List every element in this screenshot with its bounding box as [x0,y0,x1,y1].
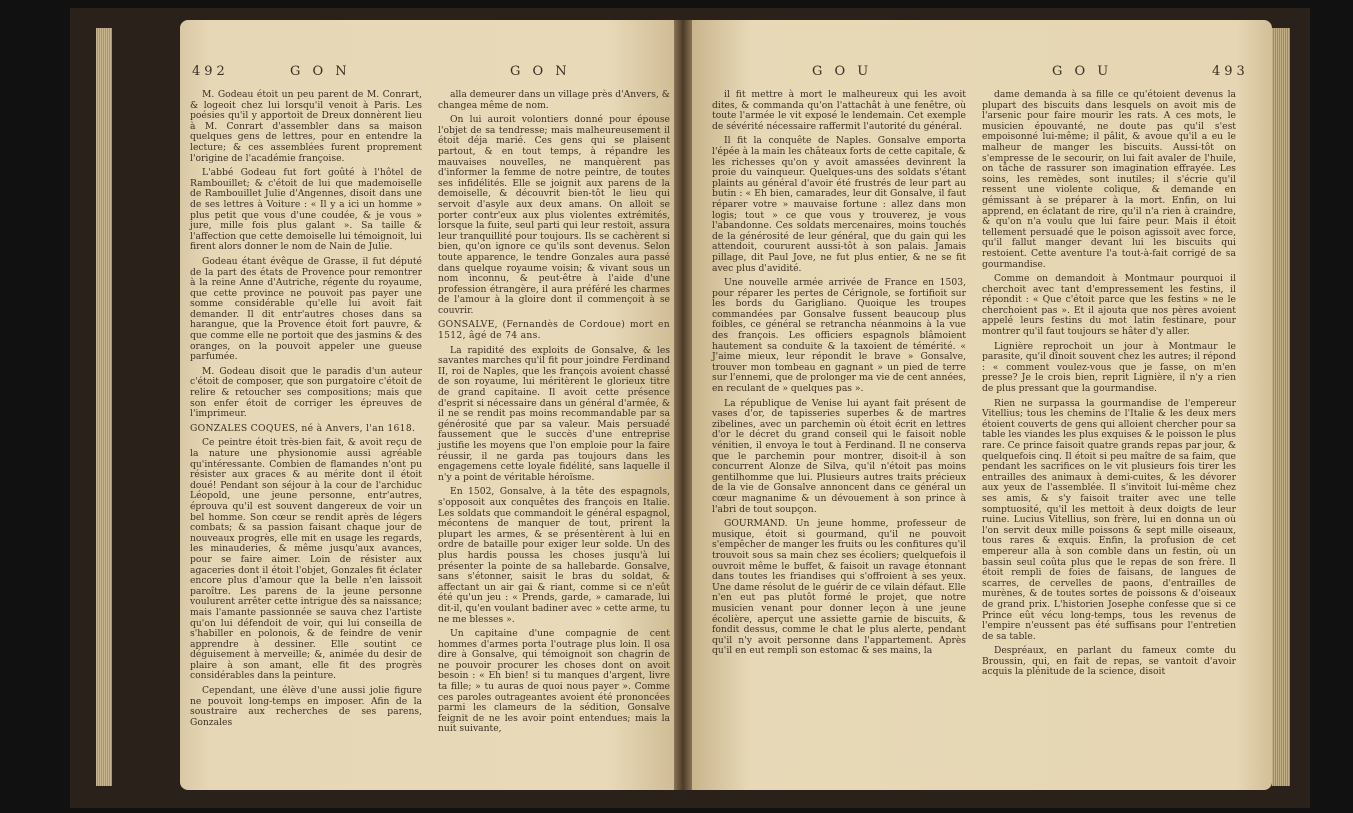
paragraph: Lignière reprochoit un jour à Montmaur le parasite, qu'il dînoit souvent chez les autres; il répond : « comment voulez-vous que je fasse, on m'en presse? Je le crois bien, reprit Lignière, il n'y a rien de plus pressant que la gourmandise. [982,340,1236,395]
paragraph: Godeau étant évêque de Grasse, il fut député de la part des états de Provence pour remontrer à la reine Anne d'Autriche, régente du royaume, que cette province ne pouvoit pas payer une somme considérable qu'elle lui avoit fait demander. Il dit entr'autres choses dans sa harangue, que la Provence étoit fort pauvre, & que comme elle ne portoit que des jasmins & des oranges, on la pouvoit appeler une gueuse parfumée. [190,255,422,363]
running-head-left: G O U [812,64,873,79]
paragraph: GOURMAND. Un jeune homme, professeur de musique, étoit si gourmand, qu'il ne pouvoit s'empêcher de manger les fruits ou les confitures qu'il trouvoit sous sa main chez ses écoliers; quelquefois il ouvroit même le buffet, & faisoit un ravage étonnant dans toutes les friandises qui s'offroient à ses yeux. Une dame résolut de le guérir de ce vilain défaut. Elle n'en eut pas plutôt formé le projet, que notre musicien venant pour donner leçon à une jeune écolière, aperçut une assiette garnie de biscuits, & fondit dessus, comme le chat le plus alerte, pendant qu'il n'y avoit personne dans l'appartement. Après qu'il en eut rempli son estomac & ses mains, la [712,518,966,657]
left-page-edges [96,28,112,786]
paragraph: Rien ne surpassa la gourmandise de l'empereur Vitellius; tous les chemins de l'Italie & les deux mers étoient couverts de gens qui alloient chercher pour sa table les viandes les plus exquises & le poisson le plus rare. Ce prince faisoit quatre grands repas par jour, & quelquefois cinq. Il étoit si peu maître de sa faim, que pendant les sacrifices on le vit plusieurs fois tirer les entrailles des animaux à demi-cuites, & les dévorer aux yeux de l'assemblée. Il s'invitoit lui-même chez ses amis, & s'y faisoit traiter avec une telle somptuosité, qu'il les mettoit à deux doigts de leur ruine. Lucius Vitellius, son frère, lui en donna un où l'on servit deux mille poissons & sept mille oiseaux, tous rares & exquis. Enfin, la profusion de cet empereur alla à son comble dans un festin, où un bassin seul coûta plus que le repas de son frère. Il étoit rempli de foies de faisans, de langues de scarres, de cervelles de paons, d'entrailles de murènes, & de toutes sortes de poissons & d'oiseaux de grand prix. L'historien Josephe confesse que si ce Prince eût vécu long-temps, tous les revenus de l'empire n'eussent pas été suffisans pour l'entretien de sa table. [982,397,1236,642]
paragraph: La rapidité des exploits de Gonsalve, & les savantes marches qu'il fit pour joindre Ferdinand II, roi de Naples, que les françois avoient chassé de son royaume, lui méritèrent le glorieux titre de grand capitaine. Il avoit cette présence d'esprit si nécessaire dans un général d'armée, & il ne se rendit pas moins recommandable par sa générosité que par sa valeur. Mais persuadé faussement que le succès d'une entreprise justifie les moyens que l'on emploie pour la faire réussir, il ne garda pas toujours dans les engagemens cette loyale fidélité, sans laquelle il n'y a point de véritable héroïsme. [438,344,670,483]
paragraph: Il fit la conquête de Naples. Gonsalve emporta l'épée à la main les châteaux forts de cette capitale, & les richesses qu'on y avoit amassées devinrent la proie du vainqueur. Quelques-uns des soldats s'étant plaints au général d'avoir été frustrés de leur part au butin : « Eh bien, camarades, leur dit Gonsalve, il faut réparer votre » mauvaise fortune : allez dans mon logis; tout » ce que vous y trouverez, je vous l'abandonne. Ces soldats mercenaires, moins touchés de la générosité de leur général, que du gain qui les attendoit, coururent aussi-tôt à son palais. Jamais pillage, dit Paul Jove, ne fut plus entier, & ne se fit avec plus d'avidité. [712,135,966,274]
paragraph: M. Godeau étoit un peu parent de M. Conrart, & logeoit chez lui lorsqu'il venoit à Paris. Les poésies qu'il y apportoit de Dreux donnèrent lieu à M. Conrart d'assembler dans sa maison quelques gens de lettres, pour en entendre la lecture; & ces assemblées furent proprement l'origine de l'académie françoise. [190,89,422,164]
paragraph: On lui auroit volontiers donné pour épouse l'objet de sa tendresse; mais malheureusement il étoit déja marié. Ces gens qui se plaisent partout, & en tout temps, à répandre les mauvaises nouvelles, ne manquèrent pas d'informer la femme de notre peintre, de toutes ses infidélités. Elle se joignit aux parens de la demoiselle, & découvrit bien-tôt le lieu qui servoit d'asyle aux deux amans. On alloit se porter contr'eux aux plus violentes extrémités, lorsque la fuite, seul parti qui leur restoit, assura leur tranquillité pour toujours. Ils se cachèrent si bien, qu'on ignore ce qu'ils sont devenus. Selon toute apparence, le tendre Gonzales aura passé dans quelque royaume voisin; & vivant sous un nom inconnu, & peut-être à l'aide d'une profession étrangère, il aura préféré les charmes de l'amour à la gloire dont il commençoit à se couvrir. [438,114,670,316]
right-column-1 [712,90,966,661]
paragraph: M. Godeau disoit que le paradis d'un auteur c'étoit de composer, que son purgatoire c'étoit de relire & retoucher ses compositions; mais que son enfer étoit de corriger les épreuves de l'imprimeur. [190,365,422,420]
paragraph: L'abbé Godeau fut fort goûté à l'hôtel de Rambouillet; & c'étoit de lui que mademoiselle de Rambouillet Julie d'Angennes, disoit dans une de ses lettres à Voiture : « Il y a ici un homme » plus petit que vous d'une coudée, & je vous » jure, mille fois plus galant ». Sa taille & l'affection que cette demoiselle lui témoignoit, lui firent alors donner le nom de Nain de Julie. [190,167,422,253]
paragraph: Un capitaine d'une compagnie de cent hommes d'armes porta l'outrage plus loin. Il osa dire à Gonsalve, qui témoignoit son chagrin de ne pouvoir procurer les choses dont on avoit besoin : « Eh bien! si tu manques d'argent, livre ta fille; » tu auras de quoi nous payer ». Comme ces paroles outrageantes avoient été prononcées parmi les clameurs de la sédition, Gonsalve feignit de ne les avoir point entendues; mais la nuit suivante, [438,628,670,735]
entry-heading: GONSALVE, (Fernandès de Cordoue) mort en 1512, âgé de 74 ans. [438,319,670,342]
left-column-1 [190,90,422,732]
left-column-2 [438,90,670,739]
book-gutter [674,20,692,790]
left-page [180,20,682,790]
paragraph: alla demeurer dans un village près d'Anvers, & changea même de nom. [438,89,670,111]
right-page [692,20,1272,790]
running-head-left: G O N [290,64,351,79]
paragraph: Comme on demandoit à Montmaur pourquoi il cherchoit avec tant d'empressement les festins, il répondit : « Que c'étoit parce que les festins » ne le cherchoient pas ». Et il ajouta que nos pères avoient appelé leurs festins du mot latin festinare, pour montrer qu'il faut toujours se hâter d'y aller. [982,273,1236,338]
paragraph: La république de Venise lui ayant fait présent de vases d'or, de tapisseries superbes & de martres zibelines, avec un parchemin où étoit écrit en lettres d'or le décret du grand conseil qui le faisoit noble vénitien, il envoya le tout à Ferdinand. Il ne conserva que le parchemin pour montrer, disoit-il à son concurrent Alonze de Silva, qu'il n'étoit pas moins gentilhomme que lui. Plusieurs autres traits précieux de la vie de Gonsalve annoncent dans ce général un cœur magnanime & un dévouement à son prince à l'abri de tout soupçon. [712,397,966,515]
paragraph: dame demanda à sa fille ce qu'étoient devenus la plupart des biscuits dans lesquels on avoit mis de l'arsenic pour faire mourir les rats. A ces mots, le musicien épouvanté, ne doute pas qu'il s'est empoisonné lui-même; il pâlit, & avoue qu'il a eu le malheur de manger les biscuits. Aussi-tôt on s'empresse de le secourir, on lui fait avaler de l'huile, on tâche de rassurer son imagination effrayée. Les soins, les remèdes, sont inutiles; il s'écrie qu'il ressent une violente colique, & demande en gémissant à se préparer à la mort. Enfin, on lui apprend, en éclatant de rire, qu'il n'a rien à craindre, & qu'on n'a voulu que lui faire peur. Mais il étoit tellement persuadé que le poison agissoit avec force, qu'il fallut manger devant lui les biscuits qui restoient. Cette aventure l'a tout-à-fait corrigé de sa gourmandise. [982,89,1236,270]
right-column-2 [982,90,1236,682]
paragraph: Despréaux, en parlant du fameux comte du Broussin, qui, en fait de repas, se vantoit d'avoir acquis la plénitude de la science, disoit [982,645,1236,678]
right-page-edges [1272,28,1290,786]
running-head-right: G O U [1052,64,1113,79]
page-number: 492 [192,64,229,79]
paragraph: il fit mettre à mort le malheureux qui les avoit dites, & commanda qu'on l'attachât à une fenêtre, où toute l'armée le vit exposé le lendemain. Cet exemple de sévérité nécessaire raffermit l'autorité du général. [712,89,966,132]
paragraph: En 1502, Gonsalve, à la tête des espagnols, s'opposoit aux conquêtes des françois en Italie. Les soldats que commandoit le général espagnol, mécontens de manquer de tout, prirent la plupart les armes, & se présentèrent à lui en ordre de bataille pour exiger leur solde. Un des plus hardis poussa les choses jusqu'à lui présenter la pointe de sa hallebarde. Gonsalve, sans s'étonner, saisit le bras du soldat, & affectant un air gai & riant, comme si ce n'eût été qu'un jeu : « Prends, garde, » camarade, lui dit-il, qu'en voulant badiner avec » cette arme, tu ne me blesses ». [438,486,670,625]
paragraph: Une nouvelle armée arrivée de France en 1503, pour réparer les pertes de Cérignole, se fortifioit sur les bords du Garigliano. Quoique les troupes commandées par Gonsalve fussent beaucoup plus foibles, ce général se retrancha néanmoins à la vue des françois. Les officiers espagnols blâmoient hautement sa conduite & la taxoient de témérité. « J'aime mieux, leur répondit le brave » Gonsalve, trouver mon tombeau en gagnant » un pied de terre sur l'ennemi, que de prolonger ma vie de cent années, en reculant de » quelques pas ». [712,277,966,395]
paragraph: Ce peintre étoit très-bien fait, & avoit reçu de la nature une physionomie aussi agréable qu'intéressante. Combien de flamandes n'ont pu résister aux graces & au mérite dont il étoit doué! Pendant son séjour à la cour de l'archiduc Léopold, une jeune personne, entr'autres, éprouva qu'il est souvent dangereux de voir un bel homme. Son cœur se rendit après de légers combats; & sa passion faisant chaque jour de nouveaux progrès, elle mit en usage les regards, les minauderies, & même jusqu'aux avances, pour se faire aimer. Loin de résister aux agaceries dont il étoit l'objet, Gonzales fit éclater encore plus d'amour que la belle n'en laissoit paroître. Les parens de la jeune personne voulurent arrêter cette intrigue dès sa naissance; mais l'amante passionnée se sauva chez l'artiste qu'on lui défendoit de voir, qui lui conseilla de s'habiller en polonois, & de feindre de venir apprendre à dessiner. Elle soutint ce déguisement à merveille; &, animée du desir de plaire à son amant, elle fit des progrès considérables dans la peinture. [190,437,422,682]
page-number: 493 [1212,64,1249,79]
running-head-right: G O N [510,64,571,79]
entry-heading: GONZALES COQUES, né à Anvers, l'an 1618. [190,422,416,434]
paragraph: Cependant, une élève d'une aussi jolie figure ne pouvoit long-temps en imposer. Afin de la soustraire aux recherches de ses parens, Gonzales [190,685,422,728]
